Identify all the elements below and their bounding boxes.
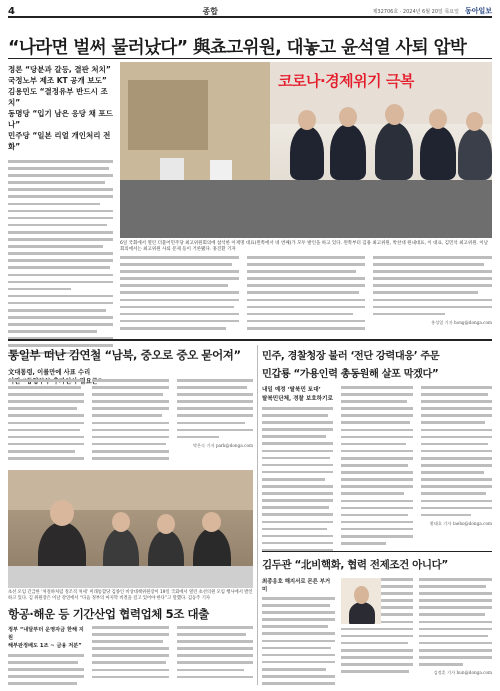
story5-headline: 김두관 “北비핵화, 협력 전제조건 아니다” [262, 559, 448, 571]
story4 [262, 347, 492, 380]
story2-photo [8, 470, 253, 588]
story3-subhead: 해부판정배도 1조 ~ 금융 저분” [8, 643, 82, 649]
story4-body [262, 386, 492, 556]
story4-headline-second: 민갑룡 “가용인력 총동원해 살포 막겠다” [262, 369, 439, 380]
lead-body-columns [120, 256, 492, 334]
photo-banner-text: 코로나·경제위기 극복 [278, 72, 414, 90]
page-number: 4 [8, 5, 15, 17]
lead-photo [120, 62, 492, 238]
story5-subhead: 최종옹호 해지서로 몬른 부거미 [262, 579, 331, 593]
story4-subhead: 탈북민단체, 경찰 보호하기로 [262, 395, 333, 402]
story3-body [8, 626, 253, 689]
column-divider [257, 345, 258, 685]
story5 [262, 557, 492, 572]
lead-subhead: 동명당 “입기 남은 응당 채 포드나” [8, 109, 113, 129]
masthead [8, 6, 492, 18]
story2-byline: 박은숙 기자 park@donga.com [192, 442, 253, 448]
story3-headline: 항공·해운 등 기간산업 협력업체 5조 대출 [8, 607, 209, 621]
story5-body [262, 578, 492, 689]
lead-subhead: 민주당 “일본 리얼 개인처리 전화” [8, 131, 111, 151]
lead-subhead: 김용민도 “결정유부 반드시 조치” [8, 87, 108, 107]
story4-subhead: 내일 예정 ‘탈북민 토대’ [262, 387, 321, 393]
story2-headline: 통일부 떠난 김연철 “남북, 중오로 중오 묻어져” [8, 348, 241, 362]
section-divider [8, 339, 492, 341]
section-label: 종합 [202, 6, 219, 16]
story2-photo-caption: 초선 모임 긴급한 ‘처절하처럼 정조직 처세’ 미래통합당 김종인 비상대책위원장이 19일 국회에서 열린 초선의원 모임 행사에서 발언하고 있다. 김 위원장은 이날 강연에서 “다음 정부의 마지막 비결을 걸고 있어야 한다”고 말했다. 김동주 기자 [8, 590, 253, 602]
story2-subhead: 文대통령, 이를만에 사표 수리 [8, 369, 91, 376]
story3 [8, 606, 253, 622]
story3-subhead: 정부 “내달부터 운영자금 한해 지원 [8, 627, 84, 641]
newspaper-logo: 동아일보 [464, 7, 492, 15]
story2-body [8, 379, 253, 464]
lead-subhead: 국정노부 제조 KT 공개 보도” [8, 76, 107, 85]
story5-portrait [341, 578, 381, 624]
story4-byline: 황태호 기자 taeho@donga.com [429, 520, 492, 526]
divider [262, 551, 492, 552]
issue-meta: 제32706호 · 2024년 6월 20일 목요일 [372, 8, 459, 15]
conference-table [120, 180, 492, 238]
lead-body-text [8, 160, 113, 354]
story4-headline: 민주, 경찰청장 불러 ‘전단 강력대응’ 주문 [262, 351, 440, 362]
lead-subhead: 정론 “당분과 갈등, 결판 처치” [8, 65, 111, 74]
lead-byline: 홍성열 기자 hong@donga.com [431, 319, 493, 325]
story2-subhead: 필요론” [79, 378, 102, 385]
story5-byline: 김정훈 기자 hun@donga.com [433, 670, 493, 676]
lead-photo-caption: 6일 국회에서 열린 더불어민주당 최고위원회의에 참석한 이재명 대표(왼쪽에서 네 번째)가 모두 발언을 하고 있다. 왼쪽부터 김용 최고위원, 박찬대 원내대표, 이 대표, 김민석 최고위원. 이날 회의에서는 최고위원 사퇴 문제 등이 거론됐다. 홍진환 기자 [120, 241, 489, 253]
lead-headline: “나라면 벌써 물러났다” 與쵸고위원, 대놓고 윤석열 사퇴 압박 [8, 38, 467, 58]
divider [8, 58, 492, 59]
lead-left-column [8, 64, 113, 359]
